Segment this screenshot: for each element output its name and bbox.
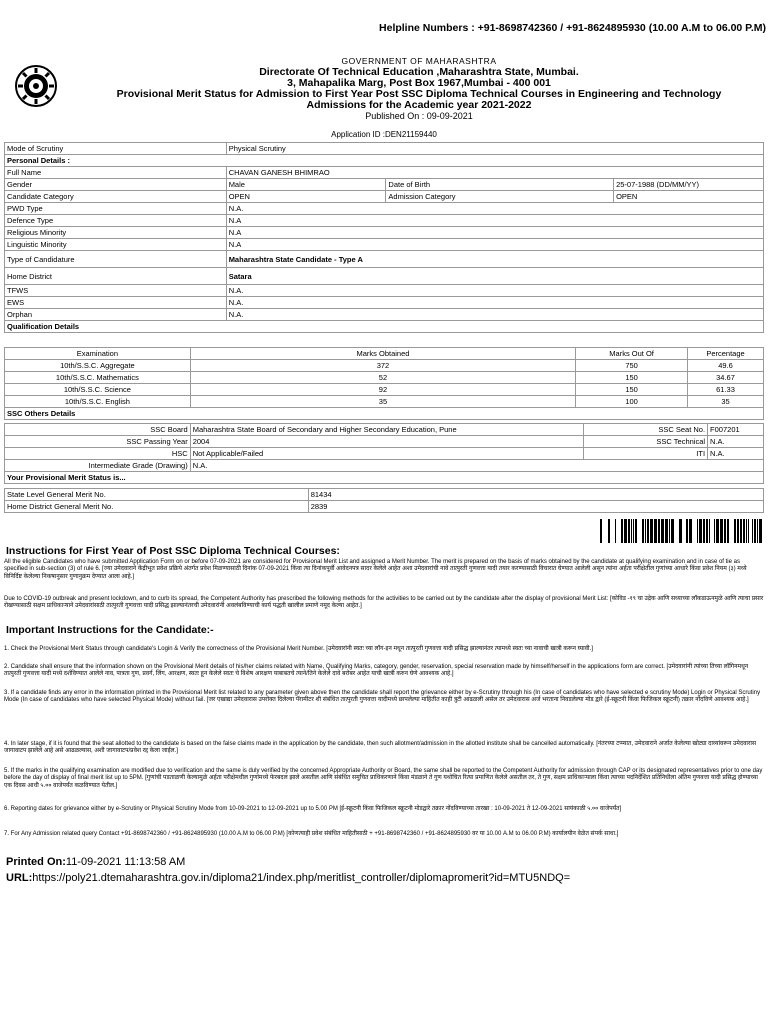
marks-obtained: 35 — [190, 396, 575, 408]
url-label: URL: — [6, 872, 33, 884]
hsc-label: HSC — [5, 448, 191, 460]
table-row — [5, 472, 764, 484]
table-row — [5, 501, 764, 513]
table-row — [5, 436, 764, 448]
table-row — [5, 408, 764, 420]
iti-value: N.A. — [708, 448, 764, 460]
exam-name: 10th/S.S.C. English — [5, 396, 191, 408]
percentage: 49.6 — [688, 360, 764, 372]
list-item: 6. Reporting dates for grievance either by e-Scrutiny or Physical Scrutiny Mode from 10-09-2021 to 12-09-2021 up to 5.00 PM [ई-स्क्रूटनी किंवा फिजिकल स्क्रूटनी मोडद्वारे तक्रार नोंदविण्याच्या तारखा : 10-09-2021 ते 12-09-2021 सायंकाळी ५.०० वाजेपर्यंत] — [4, 806, 622, 812]
candidature-label: Type of Candidature — [5, 251, 227, 268]
ssc-seat-value: F007201 — [708, 424, 764, 436]
col-header-marks-obtained: Marks Obtained — [190, 348, 575, 360]
district-merit-value: 2839 — [308, 501, 763, 513]
defence-label: Defence Type — [5, 215, 227, 227]
col-header-marks-out-of: Marks Out Of — [576, 348, 688, 360]
ssc-technical-label: SSC Technical — [584, 436, 708, 448]
table-row — [5, 489, 764, 501]
list-item: 4. In later stage, if it is found that the seat allotted to the candidate is based on the false claims made in the application by the candidate, then such allotment/admission in the allotted institute shall be cancelled automatically. [नंतरच्या टप्प्यात, उमेदवाराने अर्जात केलेल्या खोट्या दाव्यांवरून उमेदवारास जागावाटप झालेले आहे असे आढळल्यास, अशी जागावाटप/प्रवेश रद्द केला जाईल.] — [4, 741, 757, 755]
category-label: Candidate Category — [5, 191, 227, 203]
dob-value: 25-07-1988 (DD/MM/YY) — [614, 179, 764, 191]
list-item: 7. For Any Admission related query Contact +91-8698742360 / +91-8624895930 (10.00 A.M to 06.00 P.M) [कोणत्याही प्रवेश संबंधित माहितीसाठी + +91-8698742360 / +91-8624895930 वर या 10.00 A.M to 06.00 P.M) कार्यालयीन वेळेत संपर्क साधा.] — [4, 831, 619, 837]
gender-label: Gender — [5, 179, 227, 191]
exam-name: 10th/S.S.C. Mathematics — [5, 372, 191, 384]
ssc-seat-label: SSC Seat No. — [584, 424, 708, 436]
category-value: OPEN — [226, 191, 386, 203]
qualification-section-heading: Qualification Details — [5, 321, 764, 333]
full-name-value: CHAVAN GANESH BHIMRAO — [226, 167, 763, 179]
table-row — [5, 239, 764, 251]
exam-name: 10th/S.S.C. Aggregate — [5, 360, 191, 372]
helpline-numbers: Helpline Numbers : +91-8698742360 / +91-8624895930 (10.00 A.M to 06.00 P.M) — [379, 22, 766, 34]
table-row — [5, 396, 764, 408]
printed-on-label: Printed On: — [6, 856, 66, 868]
orphan-value: N.A. — [226, 309, 763, 321]
marks-out-of: 150 — [576, 372, 688, 384]
table-row — [5, 179, 764, 191]
percentage: 61.33 — [688, 384, 764, 396]
table-row — [5, 309, 764, 321]
instruction-paragraph: Due to COVID-19 outbreak and present lockdown, and to curb its spread, the Competent Authority has prescribed the following methods for the activities to be carried out by the candidate after the display of provisional Merit List: [कोविड -१९ चा उद्रेक आणि सध्याच्या लॉकडाऊनमुळे आणि त्याचा प्रसार रोखण्यासाठी सक्षम प्राधिकाऱ्याने उमेदवारांसाठी तात्पुरती गुणवत्ता यादी प्रसिद्ध झाल्यानंतरची उमेदवारांनी अवलंबविण्याची कार्य पद्धती खालील प्रमाणे नमूद केल्या आहेत.] — [4, 596, 764, 610]
col-header-percentage: Percentage — [688, 348, 764, 360]
table-row — [5, 321, 764, 333]
district-merit-label: Home District General Merit No. — [5, 501, 309, 513]
ews-label: EWS — [5, 297, 227, 309]
ssc-year-label: SSC Passing Year — [5, 436, 191, 448]
table-row — [5, 268, 764, 285]
application-id: Application ID :DEN21159440 — [331, 130, 437, 139]
dob-label: Date of Birth — [386, 179, 614, 191]
drawing-grade-value: N.A. — [190, 460, 763, 472]
table-row — [5, 384, 764, 396]
address-line: 3, Mahapalika Marg, Post Box 1967,Mumbai - 400 001 — [287, 77, 551, 89]
iti-label: ITI — [584, 448, 708, 460]
list-item: 1. Check the Provisional Merit Status through candidate's Login & Verify the correctness of the Provisional Merit Number. [उमेदवारांनी स्वतः च्या लॉग-इन मधून तात्पुरती गुणवत्ता यादी प्रसिद्ध झाल्यानंतर त्यामध्ये स्वतः च्या नावाची खात्री करून घ्यावी.] — [4, 646, 593, 652]
ssc-board-label: SSC Board — [5, 424, 191, 436]
marks-out-of: 100 — [576, 396, 688, 408]
table-row — [5, 251, 764, 268]
printed-on — [6, 856, 185, 868]
ssc-year-value: 2004 — [190, 436, 584, 448]
ssc-section-heading: SSC Others Details — [5, 408, 764, 420]
orphan-label: Orphan — [5, 309, 227, 321]
marks-out-of: 150 — [576, 384, 688, 396]
instruction-paragraph: All the eligible Candidates who have submitted Application Form on or before 07-09-2021 are considered for Provisional Merit List and assigned a Merit Number. The merit is prepared on the basis of marks obtained by the candidate at qualifying examination and in case of tie as specified in sub-section (3) of rule 6. [ज्या उमेदवाराने केंद्रीभूत प्रवेश प्रक्रिये अंतर्गत प्रवेश मिळण्यासाठी दिनांक 07-09-2021 किंवा त्या दिनांकपूर्वी आवेदनपत्र सादर केलेले आहेत अशा उमेदवारांची नावे तात्पुरती गुणवत्ता यादी तयार करण्यासाठी विचारात घेण्यात आलेली असून त्यांना अर्हता परीक्षेतील गुणांच्या आधारे किंवा प्रवेश नियम (३) मध्ये विनिर्दिष्ट केलेल्या निकषानुसार गुणानुक्रम देण्यात आला आहे.] — [4, 559, 747, 580]
merit-section-heading: Your Provisional Merit Status is... — [5, 472, 764, 484]
linguistic-minority-value: N.A — [226, 239, 763, 251]
home-district-label: Home District — [5, 268, 227, 285]
personal-section-heading: Personal Details : — [5, 155, 764, 167]
instructions-title: Instructions for First Year of Post SSC Diploma Technical Courses: — [6, 545, 340, 557]
merit-status-table — [4, 488, 764, 513]
table-row — [5, 191, 764, 203]
scrutiny-value: Physical Scrutiny — [226, 143, 763, 155]
defence-value: N.A — [226, 215, 763, 227]
full-name-label: Full Name — [5, 167, 227, 179]
page-url — [6, 872, 766, 884]
table-row — [5, 372, 764, 384]
percentage: 34.67 — [688, 372, 764, 384]
table-row — [5, 203, 764, 215]
table-row — [5, 215, 764, 227]
admission-category-label: Admission Category — [386, 191, 614, 203]
url-value: https://poly21.dtemaharashtra.gov.in/diploma21/index.php/meritlist_controller/diplomapromerit?id=MTU5NDQ= — [32, 872, 571, 884]
table-row — [5, 143, 764, 155]
barcode — [600, 519, 762, 543]
table-row — [5, 348, 764, 360]
scrutiny-label: Mode of Scrutiny — [5, 143, 227, 155]
pwd-label: PWD Type — [5, 203, 227, 215]
linguistic-minority-label: Linguistic Minority — [5, 239, 227, 251]
page-title: Provisional Merit Status for Admission to First Year Post SSC Diploma Technical Courses in Engineering and Technology — [116, 88, 722, 100]
table-row — [5, 448, 764, 460]
personal-details-table — [4, 142, 764, 333]
marks-obtained: 52 — [190, 372, 575, 384]
tfws-value: N.A. — [226, 285, 763, 297]
home-district-value: Satara — [226, 268, 763, 285]
percentage: 35 — [688, 396, 764, 408]
list-item: 3. If a candidate finds any error in the information printed in the Provisional Merit list related to any parameter given above then the candidate shall report the grievance either by e-Scrutiny through his (In case of candidates who have selected e scrutiny Mode) Login or Physical Scrutiny Mode (In case of candidates who have selected Physical Mode) without fail. [जर एखाद्या उमेदवारास उपरोक्त दिलेल्या पॅरामीटर शी संबंधित तात्पुरती गुणवत्ता यादीमध्ये छापलेल्या माहितीत काही त्रुटी आढळली असेल तर उमेदवारास अर्ज भरताना निवडलेल्या मोड द्वारे (ई-स्क्रूटनी किंवा फिजिकल स्क्रूटनी) तक्रार नोंदविणे आवश्यक आहे.] — [4, 690, 761, 704]
table-row — [5, 360, 764, 372]
pwd-value: N.A. — [226, 203, 763, 215]
qualification-table — [4, 347, 764, 420]
ews-value: N.A. — [226, 297, 763, 309]
table-row — [5, 285, 764, 297]
state-merit-label: State Level General Merit No. — [5, 489, 309, 501]
directorate-title: Directorate Of Technical Education ,Maharashtra State, Mumbai. — [259, 66, 579, 78]
dte-emblem-logo — [14, 64, 58, 108]
table-row — [5, 167, 764, 179]
marks-obtained: 92 — [190, 384, 575, 396]
table-row — [5, 460, 764, 472]
religious-minority-label: Religious Minority — [5, 227, 227, 239]
drawing-grade-label: Intermediate Grade (Drawing) — [5, 460, 191, 472]
candidature-value: Maharashtra State Candidate - Type A — [226, 251, 763, 268]
academic-year: Admissions for the Academic year 2021-2022 — [306, 99, 532, 111]
exam-name: 10th/S.S.C. Science — [5, 384, 191, 396]
gender-value: Male — [226, 179, 386, 191]
document-header — [4, 56, 764, 124]
marks-obtained: 372 — [190, 360, 575, 372]
ssc-technical-value: N.A. — [708, 436, 764, 448]
table-row — [5, 227, 764, 239]
marks-out-of: 750 — [576, 360, 688, 372]
admission-category-value: OPEN — [614, 191, 764, 203]
published-date: Published On : 09-09-2021 — [365, 111, 473, 121]
list-item: 5. If the marks in the qualifying examination are modified due to verification and the same is duly verified by the concerned Appropriate Authority or Board, the same shall be reported to the Competent Authority for admission through CAP or its designated representatives prior to one day before the day of display of final merit list up to 5PM. [गुणांची पडताळणी केल्यामुळे अर्हता परीक्षेमधील गुणांमध्ये फेरबदल झाले असतील आणि संबंधित समुचित प्राधिकरणाने किंवा मंडळाने ते गुण यथोचित रित्या प्रमाणित केलेले असतील तर, ते गुण, सक्षम प्राधिकाऱ्याला किंवा त्याच्या पदनिर्देशित प्रतिनिधीला अंतिम गुणवत्ता यादी प्रसिद्ध होण्याच्या एक दिवस आधी ५.०० वाजेपर्यंत कळविण्यात येतील.] — [4, 768, 763, 789]
table-row — [5, 155, 764, 167]
col-header-examination: Examination — [5, 348, 191, 360]
religious-minority-value: N.A — [226, 227, 763, 239]
hsc-value: Not Applicable/Failed — [190, 448, 584, 460]
state-merit-value: 81434 — [308, 489, 763, 501]
important-instructions-title: Important Instructions for the Candidate:- — [6, 624, 214, 636]
ssc-board-value: Maharashtra State Board of Secondary and Higher Secondary Education, Pune — [190, 424, 584, 436]
tfws-label: TFWS — [5, 285, 227, 297]
table-row — [5, 297, 764, 309]
government-label: GOVERNMENT OF MAHARASHTRA — [341, 56, 497, 66]
table-row — [5, 424, 764, 436]
list-item: 2. Candidate shall ensure that the information shown on the Provisional Merit details of his/her claims related with Name, Qualifying Marks, category, gender, reservation, special reservation made by himself/herself in the applications form are correct. [उमेदवारांनी त्यांच्या तिच्या लॉगिनमधून तात्पुरती गुणवत्ता यादी मध्ये दर्शविण्यात आलेले नाव, पात्रता गुण, प्रवर्ग, लिंग, आरक्षण, स्वतः हून केलेले स्वतः चे विशेष आरक्षण याबाबतचे त्याने/तिने केलेले दावे बरोबर आहेत याची खात्री करुन घेणे आवश्यक आहे.] — [4, 664, 749, 678]
ssc-details-table — [4, 423, 764, 484]
printed-on-value: 11-09-2021 11:13:58 AM — [65, 856, 186, 868]
